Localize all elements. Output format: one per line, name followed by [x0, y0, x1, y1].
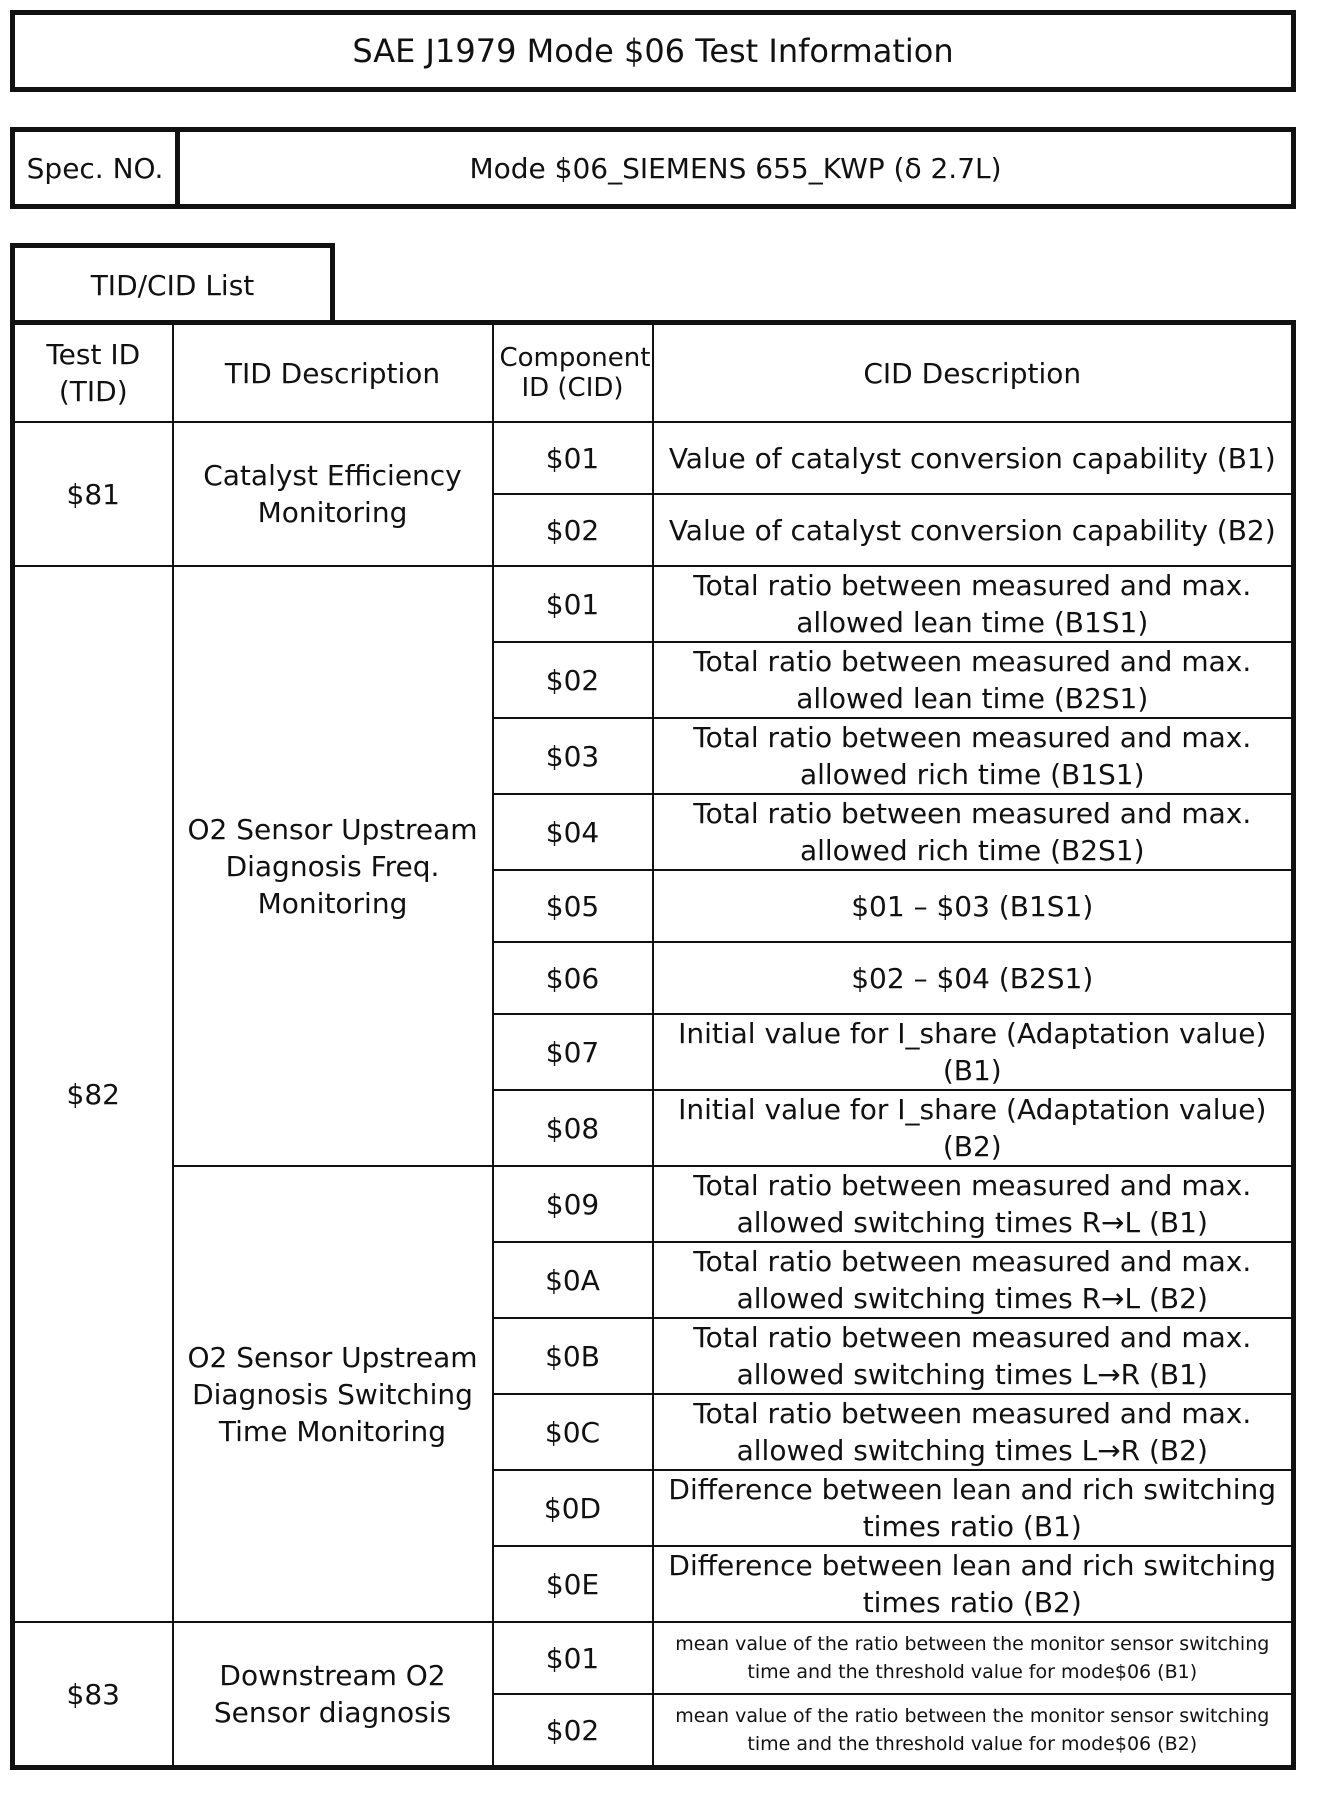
cid-description-cell: Difference between lean and rich switching times ratio (B1)	[653, 1470, 1294, 1546]
cid-description-cell: mean value of the ratio between the monitor sensor switching time and the threshold value for mode$06 (B2)	[653, 1694, 1294, 1768]
cid-cell: $02	[493, 1694, 653, 1768]
cid-description-cell: Value of catalyst conversion capability (B2)	[653, 494, 1294, 566]
header-tid: Test ID (TID)	[13, 323, 173, 423]
header-tid-description: TID Description	[173, 323, 493, 423]
cid-cell: $04	[493, 794, 653, 870]
cid-cell: $02	[493, 494, 653, 566]
cid-description-cell: Total ratio between measured and max. allowed switching times R→L (B2)	[653, 1242, 1294, 1318]
cid-cell: $01	[493, 566, 653, 642]
tid-cid-table	[10, 320, 1296, 1770]
cid-description-cell: Total ratio between measured and max. allowed lean time (B1S1)	[653, 566, 1294, 642]
cid-cell: $03	[493, 718, 653, 794]
spec-label: Spec. NO.	[15, 132, 180, 204]
table-row	[13, 566, 1294, 642]
tid-description-cell: O2 Sensor Upstream Diagnosis Freq. Monitoring	[173, 566, 493, 1166]
cid-description-cell: Difference between lean and rich switching times ratio (B2)	[653, 1546, 1294, 1622]
cid-description-cell: $01 – $03 (B1S1)	[653, 870, 1294, 942]
cid-cell: $0A	[493, 1242, 653, 1318]
cid-cell: $0C	[493, 1394, 653, 1470]
cid-description-cell: Total ratio between measured and max. allowed rich time (B1S1)	[653, 718, 1294, 794]
cid-cell: $01	[493, 1622, 653, 1694]
table-row	[13, 422, 1294, 494]
document-title: SAE J1979 Mode $06 Test Information	[10, 10, 1296, 92]
cid-cell: $07	[493, 1014, 653, 1090]
cid-cell: $06	[493, 942, 653, 1014]
spec-row	[10, 127, 1296, 209]
cid-cell: $05	[493, 870, 653, 942]
cid-description-cell: Total ratio between measured and max. allowed rich time (B2S1)	[653, 794, 1294, 870]
cid-cell: $0E	[493, 1546, 653, 1622]
spec-value: Mode $06_SIEMENS 655_KWP (δ 2.7L)	[469, 151, 1002, 185]
tid-description-cell: Downstream O2 Sensor diagnosis	[173, 1622, 493, 1768]
header-cid-description: CID Description	[653, 323, 1294, 423]
cid-description-cell: Total ratio between measured and max. allowed switching times L→R (B1)	[653, 1318, 1294, 1394]
tid-cell: $81	[13, 422, 173, 566]
cid-description-cell: Total ratio between measured and max. allowed lean time (B2S1)	[653, 642, 1294, 718]
table-header-row	[13, 323, 1294, 423]
cid-cell: $08	[493, 1090, 653, 1166]
cid-description-cell: Initial value for I_share (Adaptation value) (B1)	[653, 1014, 1294, 1090]
cid-cell: $02	[493, 642, 653, 718]
cid-description-cell: mean value of the ratio between the monitor sensor switching time and the threshold value for mode$06 (B1)	[653, 1622, 1294, 1694]
cid-cell: $09	[493, 1166, 653, 1242]
cid-cell: $0B	[493, 1318, 653, 1394]
cid-cell: $01	[493, 422, 653, 494]
table-row	[13, 1166, 1294, 1242]
tid-description-cell: O2 Sensor Upstream Diagnosis Switching Time Monitoring	[173, 1166, 493, 1622]
cid-description-cell: Value of catalyst conversion capability (B1)	[653, 422, 1294, 494]
tid-cell: $83	[13, 1622, 173, 1768]
cid-description-cell: Total ratio between measured and max. allowed switching times R→L (B1)	[653, 1166, 1294, 1242]
tid-cell: $82	[13, 566, 173, 1622]
tid-cid-list-tab: TID/CID List	[10, 243, 335, 323]
cid-description-cell: Total ratio between measured and max. allowed switching times L→R (B2)	[653, 1394, 1294, 1470]
cid-cell: $0D	[493, 1470, 653, 1546]
cid-description-cell: $02 – $04 (B2S1)	[653, 942, 1294, 1014]
cid-description-cell: Initial value for I_share (Adaptation value) (B2)	[653, 1090, 1294, 1166]
tid-description-cell: Catalyst Efficiency Monitoring	[173, 422, 493, 566]
table-row	[13, 1622, 1294, 1694]
header-cid: Component ID (CID)	[493, 323, 653, 423]
